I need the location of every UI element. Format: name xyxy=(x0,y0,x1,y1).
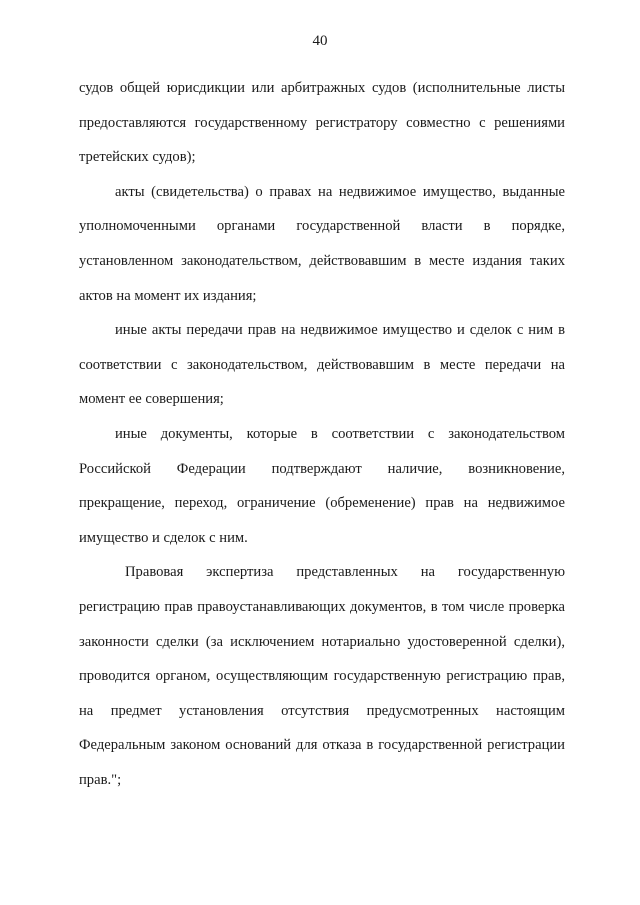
paragraph-courts-continuation: судов общей юрисдикции или арбитражных судов (исполнительные листы предоставляются государственному регистратору совместно с решениями третейских судов); xyxy=(79,80,565,166)
paragraph-other-documents: иные документы, которые в соответствии с законодательством Российской Федерации подтверждают наличие, возникновение, прекращение, переход, ограничение (обременение) прав на недвижимое имущество и сделок с ним. xyxy=(79,425,565,546)
page-number: 40 xyxy=(312,33,328,49)
paragraph-legal-expertise: Правовая экспертиза представленных на государственную регистрацию прав правоустанавливающих документов, в том числе проверка законности сделки (за исключением нотариально удостоверенной сделки), проводится органом, осуществляющим государственную регистрацию прав, на предмет установления отсутствия предусмотренных настоящим Федеральным законом оснований для отказа в государственной регистрации прав."; xyxy=(79,564,565,788)
paragraph-transfer-acts: иные акты передачи прав на недвижимое имущество и сделок с ним в соответствии с законодательством, действовавшим в месте передачи на момент ее совершения; xyxy=(79,322,565,408)
paragraph-property-rights-acts: акты (свидетельства) о правах на недвижимое имущество, выданные уполномоченными органами государственной власти в порядке, установленном законодательством, действовавшим в месте издания таких актов на момент их издания; xyxy=(79,183,565,304)
document-body xyxy=(79,71,565,797)
